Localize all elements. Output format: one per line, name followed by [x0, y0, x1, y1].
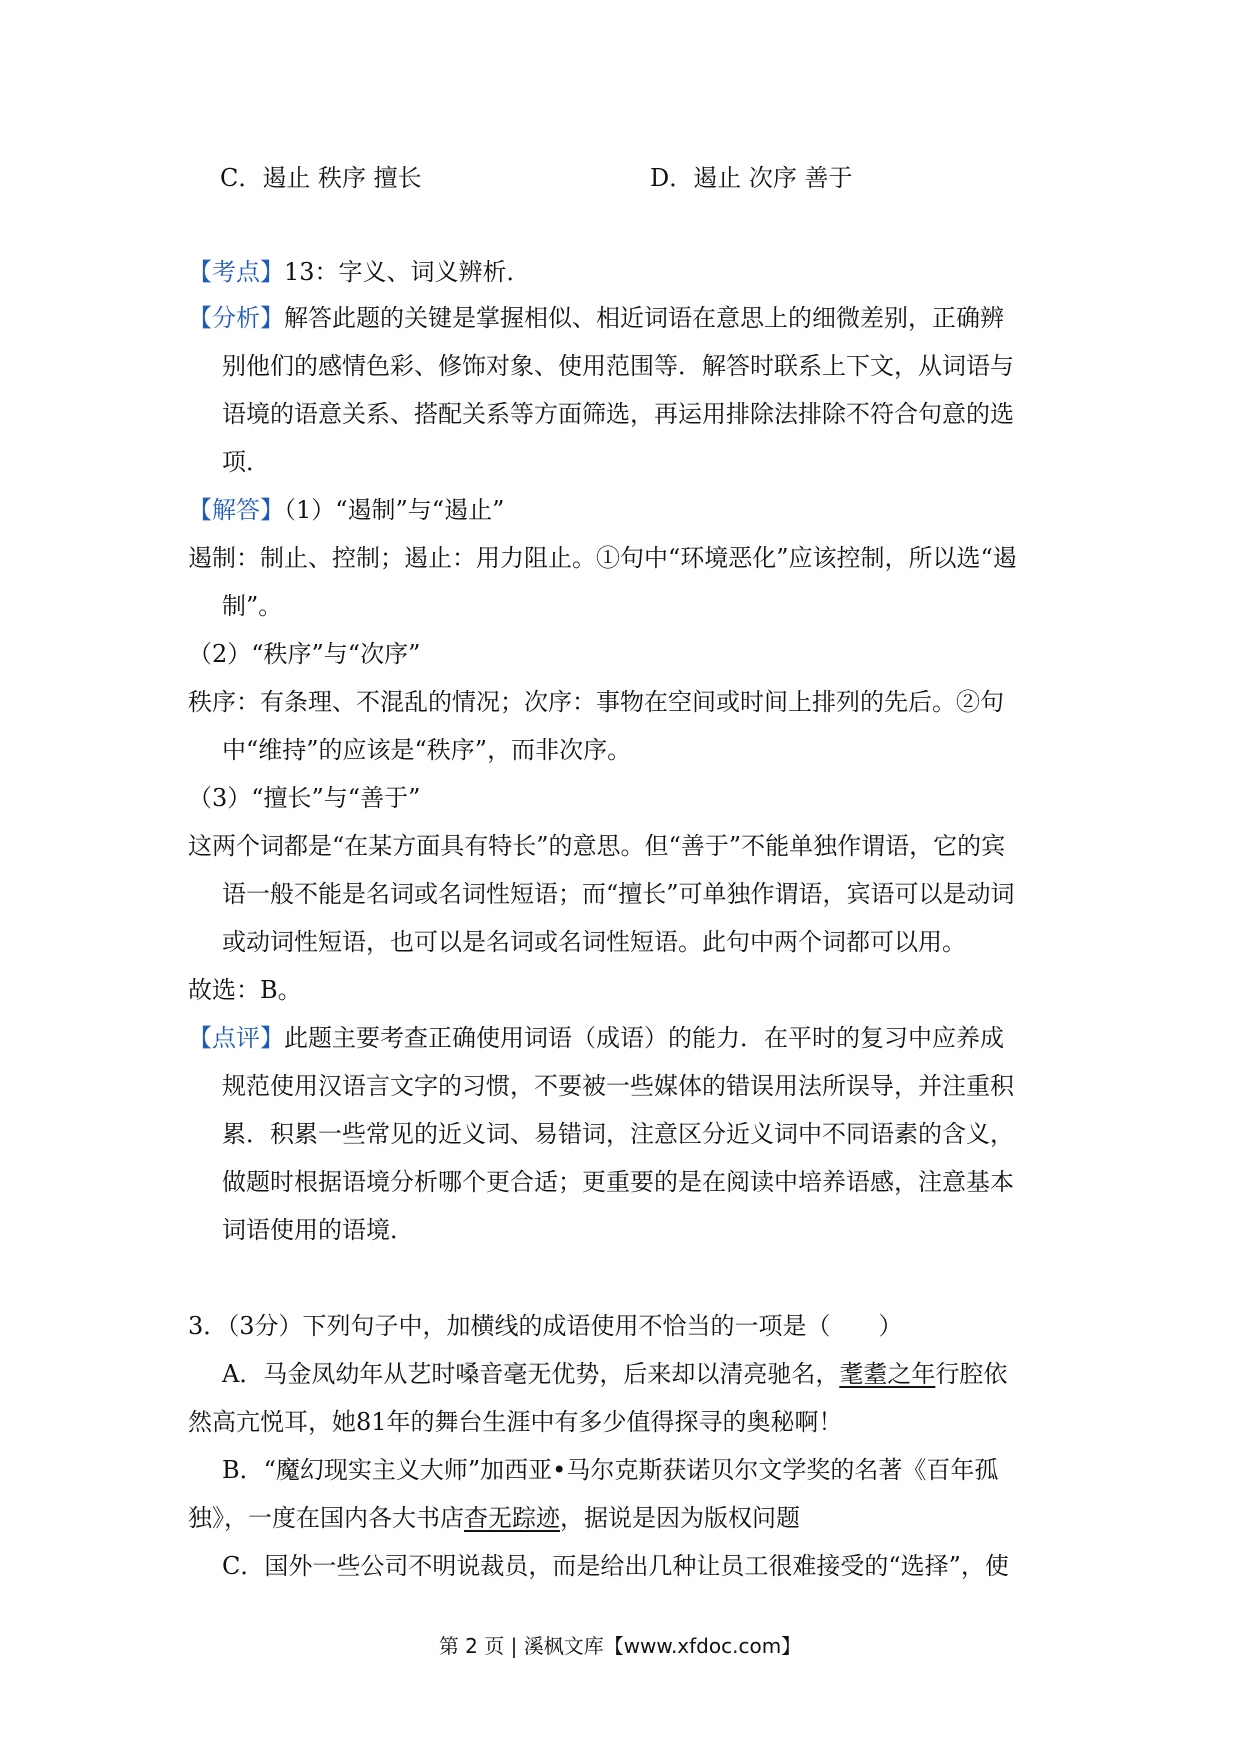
question3-stem: 3．（3分）下列句子中，加横线的成语使用不恰当的一项是（ ） [188, 1312, 903, 1340]
dianping-line-2: 规范使用汉语言文字的习惯，不要被一些媒体的错误用法所误导，并注重积 [222, 1072, 1014, 1100]
option-b-pre: 独》，一度在国内各大书店 [188, 1504, 464, 1532]
question3-option-c-line1: C．国外一些公司不明说裁员，而是给出几种让员工很难接受的“选择”，使 [222, 1552, 1009, 1580]
dianping-tag: 【点评】 [188, 1024, 284, 1052]
jieda-item3-line1: 这两个词都是“在某方面具有特长”的意思。但“善于”不能单独作谓语，它的宾 [188, 832, 1006, 860]
jieda-item3-line3: 或动词性短语，也可以是名词或名词性短语。此句中两个词都可以用。 [222, 928, 966, 956]
question3-option-b-line1: B．“魔幻现实主义大师”加西亚•马尔克斯获诺贝尔文学奖的名著《百年孤 [222, 1456, 999, 1484]
fenxi-line-2: 别他们的感情色彩、修饰对象、使用范围等．解答时联系上下文，从词语与 [222, 352, 1014, 380]
jieda-item2-line2: 中“维持”的应该是“秩序”，而非次序。 [222, 736, 632, 764]
jieda-item1-line1: 遏制：制止、控制；遏止：用力阻止。①句中“环境恶化”应该控制，所以选“遏 [188, 544, 1017, 572]
jieda-item3-title: （3）“擅长”与“善于” [188, 784, 421, 812]
question3-option-a-line2: 然高亢悦耳，她81年的舞台生涯中有多少值得探寻的奥秘啊！ [188, 1408, 843, 1436]
fenxi-line-1 [188, 302, 1004, 334]
dianping-text-1: 此题主要考查正确使用词语（成语）的能力．在平时的复习中应养成 [284, 1024, 1004, 1052]
jieda-item1-title: （1）“遏制”与“遏止” [284, 496, 505, 524]
dianping-line-1 [188, 1022, 1004, 1054]
jieda-item2-title: （2）“秩序”与“次序” [188, 640, 421, 668]
dianping-line-4: 做题时根据语境分析哪个更合适；更重要的是在阅读中培养语感，注意基本 [222, 1168, 1014, 1196]
fenxi-tag: 【分析】 [188, 304, 284, 332]
jieda-item3-line2: 语一般不能是名词或名词性短语；而“擅长”可单独作谓语，宾语可以是动词 [222, 880, 1015, 908]
kaodian-text: 13：字义、词义辨析． [284, 258, 531, 286]
fenxi-text-1: 解答此题的关键是掌握相似、相近词语在意思上的细微差别，正确辨 [284, 304, 1004, 332]
option-b-underlined-idiom: 杳无踪迹 [464, 1504, 560, 1532]
option-c: C．遏止 秩序 擅长 [220, 164, 422, 192]
page-footer: 第 2 页 | 溪枫文库【www.xfdoc.com】 [438, 1634, 802, 1658]
jieda-item1-line2: 制”。 [222, 592, 283, 620]
option-a-pre: A．马金凤幼年从艺时嗓音毫无优势，后来却以清亮驰名， [222, 1360, 840, 1388]
option-a-underlined-idiom: 耄耋之年 [839, 1360, 936, 1388]
fenxi-line-3: 语境的语意关系、搭配关系等方面筛选，再运用排除法排除不符合句意的选 [222, 400, 1014, 428]
dianping-line-3: 累．积累一些常见的近义词、易错词，注意区分近义词中不同语素的含义， [222, 1120, 1014, 1148]
option-d: D．遏止 次序 善于 [650, 164, 853, 192]
fenxi-line-4: 项． [222, 448, 270, 476]
jieda-item2-line1: 秩序：有条理、不混乱的情况；次序：事物在空间或时间上排列的先后。②句 [188, 688, 1004, 716]
option-b-post: ，据说是因为版权问题 [560, 1504, 800, 1532]
dianping-line-5: 词语使用的语境． [222, 1216, 414, 1244]
option-a-post: 行腔依 [935, 1360, 1008, 1388]
kaodian-line [188, 256, 531, 288]
jieda-tag: 【解答】 [188, 496, 284, 524]
jieda-answer: 故选：B。 [188, 976, 302, 1004]
question3-option-a-line1 [222, 1358, 1007, 1390]
kaodian-tag: 【考点】 [188, 258, 284, 286]
jieda-line-1 [188, 494, 504, 526]
question3-option-b-line2 [188, 1502, 800, 1534]
